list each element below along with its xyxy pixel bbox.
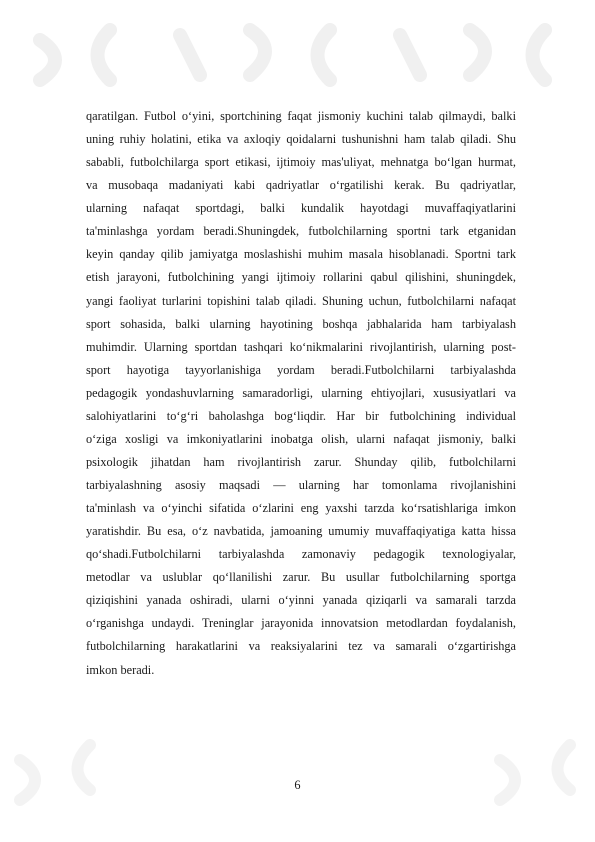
watermark-shape [250, 30, 265, 75]
body-text-line: qiziqishini yanada oshiradi, ularni o‘yinni yanada qiziqarli va samarali tarzda [86, 593, 516, 608]
body-text-line: o‘ziga xosligi va imkoniyatlarini inobatga olish, ularni nafaqat jismoniy, balki [86, 431, 516, 446]
body-text-line: etish jarayoni, futbolchining yangi ijtimoiy rollarini qabul qilishini, shuningdek, [86, 270, 516, 285]
body-text-line: uning ruhiy holatini, etika va axloqiy qoidalarni tushunishni ham talab qiladi. Shu [86, 132, 516, 147]
watermark-shape [98, 30, 111, 80]
body-text-line: ularning nafaqat sportdagi, balki kundalik hayotdagi muvaffaqiyatlarini [86, 201, 516, 216]
body-text-line: va musobaqa madaniyati kabi qadriyatlar o‘rgatilishi kerak. Bu qadriyatlar, [86, 178, 516, 193]
body-text-line: sport sohasida, balki ularning hayotining boshqa jabhalarida ham tarbiyalash [86, 316, 516, 331]
body-text-line: sababli, futbolchilarga sport etikasi, ijtimoiy mas'uliyat, mehnatga bo‘lgan hurmat, [86, 155, 516, 170]
body-text-line: qaratilgan. Futbol o‘yini, sportchining faqat jismoniy kuchini talab qilmaydi, balki [86, 109, 516, 123]
body-text-line: ta'minlashga yordam beradi.Shuningdek, futbolchilarning sportni tark etganidan [86, 224, 516, 239]
body-text-line: psixologik jihatdan ham rivojlantirish zarur. Shunday qilib, futbolchilarni [86, 454, 516, 469]
page-number: 6 [294, 778, 301, 792]
body-text-line: qo‘shadi.Futbolchilarni tarbiyalashda zamonaviy pedagogik texnologiyalar, [86, 547, 516, 562]
watermark-shape [40, 40, 55, 80]
watermark-shape [470, 30, 485, 75]
body-text-line: ta'minlash va o‘yinchi sifatida o‘zlarini eng yaxshi tarzda ko‘rsatishlariga imkon [86, 501, 516, 516]
watermark-shape [318, 30, 331, 80]
body-text-line: imkon beradi. [86, 662, 155, 677]
watermark-shape [400, 35, 420, 75]
body-text-line: tarbiyalashning asosiy maqsadi — ularning har tomonlama rivojlanishini [86, 478, 516, 492]
watermark-shape [180, 35, 200, 75]
body-text-line: futbolchilarning harakatlarini va reaksiyalarini tez va samarali o‘zgartirishga [86, 639, 516, 654]
body-text-line: yaratishdir. Bu esa, o‘z navbatida, jamoaning umumiy muvaffaqiyatiga katta hissa [86, 524, 516, 539]
body-text-line: sport hayotiga tayyorlanishiga yordam beradi.Futbolchilarni tarbiyalashda [86, 362, 516, 377]
document-body [86, 105, 516, 682]
watermark-shape [533, 30, 546, 80]
body-text-line: pedagogik yondashuvlarning samaradorligi, ularning ehtiyojlari, xususiyatlari va [86, 385, 516, 400]
body-text-line: keyin qanday qilib jamiyatga moslashishi muhim masala hisoblanadi. Sportni tark [86, 247, 516, 262]
body-text-line: o‘rganishga undaydi. Treninglar jarayonida innovatsion metodlardan foydalanish, [86, 616, 516, 631]
body-text-line: salohiyatlarini to‘g‘ri baholashga bog‘liqdir. Har bir futbolchining individual [86, 408, 516, 423]
body-text-line: muhimdir. Ularning sportdan tashqari ko‘nikmalarini rivojlantirish, ularning post- [86, 339, 516, 354]
body-text-line: metodlar va uslublar qo‘llanilishi zarur. Bu usullar futbolchilarning sportga [86, 570, 516, 585]
body-text-line: yangi faoliyat turlarini topishini talab qiladi. Shuning uchun, futbolchilarni nafaqat [86, 293, 516, 308]
